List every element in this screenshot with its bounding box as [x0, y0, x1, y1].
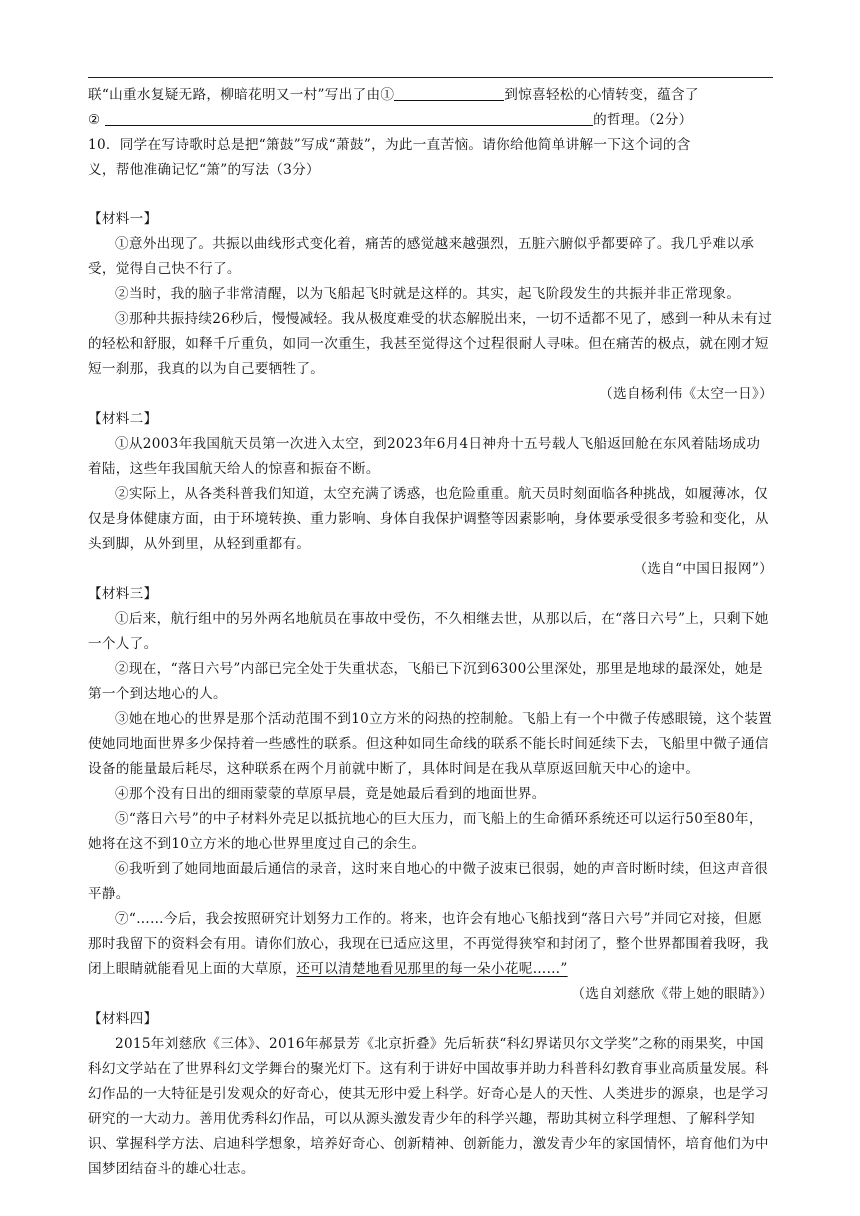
q9-line-1	[88, 83, 773, 108]
question-10	[88, 133, 773, 183]
material-1	[88, 207, 773, 407]
material-3	[88, 582, 773, 1007]
answer-blank-2[interactable]	[105, 110, 593, 126]
material-3-paragraph-5: ⑤“落日六号”的中子材料外壳足以抵抗地心的巨大压力，而飞船上的生命循环系统还可以运行50至80年，她将在这不到10立方米的地心世界里度过自己的余生。	[88, 811, 763, 852]
answer-blank-1[interactable]	[394, 85, 504, 101]
material-1-heading: 【材料一】	[88, 211, 158, 227]
material-4-heading: 【材料四】	[88, 1011, 158, 1027]
material-1-paragraph-3: ③那种共振持续26秒后，慢慢减轻。我从极度难受的状态解脱出来，一切不适都不见了，感到一种从未有过的轻松和舒服，如释千斤重负，如同一次重生，我甚至觉得这个过程很耐人寻味。但在痛苦的极点，就在刚才短短一刹那，我真的以为自己要牺牲了。	[88, 311, 773, 377]
material-1-paragraph-1: ①意外出现了。共振以曲线形式变化着，痛苦的感觉越来越强烈，五脏六腑似乎都要碎了。我几乎难以承受，觉得自己快不行了。	[88, 236, 755, 277]
material-1-source: （选自杨利伟《太空一日》）	[599, 386, 773, 402]
material-2	[88, 407, 773, 582]
material-3-heading: 【材料三】	[88, 586, 158, 602]
q9-text-2: 到惊喜轻松的心情转变，蕴含了	[504, 87, 699, 103]
material-2-paragraph-2: ②实际上，从各类科普我们知道，太空充满了诱惑，也危险重重。航天员时刻面临各种挑战，如履薄冰，仅仅是身体健康方面，由于环境转换、重力影响、身体自我保护调整等因素影响，身体要承受很多考验和变化，从头到脚，从外到里，从轻到重都有。	[88, 486, 769, 552]
q9-line-2	[88, 108, 773, 133]
q10-line-2: 义，帮他准确记忆“箫”的写法（3分）	[88, 162, 320, 178]
material-2-paragraph-1: ①从2003年我国航天员第一次进入太空，到2023年6月4日神舟十五号载人飞船返回舱在东风着陆场成功着陆，这些年我国航天给人的惊喜和振奋不断。	[88, 436, 761, 477]
material-4-paragraph-1: 2015年刘慈欣《三体》、2016年郝景芳《北京折叠》先后斩获“科幻界诺贝尔文学奖”之称的雨果奖，中国科幻文学站在了世界科幻文学舞台的聚光灯下。这有利于讲好中国故事并助力科普科幻教育事业高质量发展。科幻作品的一大特征是引发观众的好奇心，使其无形中爱上科学。好奇心是人的天性、人类进步的源泉，也是学习研究的一大动力。善用优秀科幻作品，可以从源头激发青少年的科学兴趣，帮助其树立科学理想、了解科学知识、掌握科学方法、启迪科学想象，培养好奇心、创新精神、创新能力，激发青少年的家国情怀，培育他们为中国梦团结奋斗的雄心壮志。	[88, 1036, 769, 1177]
material-3-paragraph-6: ⑥我听到了她同地面最后通信的录音，这时来自地心的中微子波束已很弱，她的声音时断时续，但这声音很平静。	[88, 861, 769, 902]
question-9-fragment	[88, 83, 773, 133]
material-3-paragraph-1: ①后来，航行组中的另外两名地航员在事故中受伤，不久相继去世，从那以后，在“落日六号”上，只剩下她一个人了。	[88, 611, 769, 652]
header-rule	[88, 77, 773, 78]
underlined-sentence: 还可以清楚地看见那里的每一朵小花呢……”	[296, 961, 568, 977]
material-3-paragraph-7	[88, 907, 773, 982]
material-4	[88, 1007, 773, 1182]
answer-space	[88, 183, 773, 203]
material-3-paragraph-2: ②现在，“落日六号”内部已完全处于失重状态，飞船已下沉到6300公里深处，那里是地球的最深处，她是第一个到达地心的人。	[88, 661, 763, 702]
q9-text-3: 的哲理。（2分）	[593, 112, 693, 128]
q10-line-1: 10．同学在写诗歌时总是把“箫鼓”写成“萧鼓”，为此一直苦恼。请你给他简单讲解一下这个词的含	[88, 137, 691, 153]
material-3-source: （选自刘慈欣《带上她的眼睛》）	[571, 986, 773, 1002]
material-3-p7-text: ⑦“……今后，我会按照研究计划努力工作的。将来，也许会有地心飞船找到“落日六号”并同它对接，但愿那时我留下的资料会有用。请你们放心，我现在已适应这里，不再觉得狭窄和封闭了，整个世界都围着我呀，我闭上眼睛就能看见上面的大草原，	[88, 911, 769, 977]
q9-text-1: 联“山重水复疑无路，柳暗花明又一村”写出了由①	[88, 87, 395, 103]
material-3-paragraph-4: ④那个没有日出的细雨蒙蒙的草原早晨，竟是她最后看到的地面世界。	[115, 786, 546, 802]
material-2-source: （选自“中国日报网”）	[633, 561, 773, 577]
material-2-heading: 【材料二】	[88, 411, 158, 427]
exam-page	[88, 83, 773, 1182]
q9-circle-2: ②	[88, 112, 101, 128]
material-3-paragraph-3: ③她在地心的世界是那个活动范围不到10立方米的闷热的控制舱。飞船上有一个中微子传感眼镜，这个装置使她同地面世界多少保持着一些感性的联系。但这种如同生命线的联系不能长时间延续下去，飞船里中微子通信设备的能量最后耗尽，这种联系在两个月前就中断了，具体时间是在我从草原返回航天中心的途中。	[88, 711, 773, 777]
material-1-paragraph-2: ②当时，我的脑子非常清醒，以为飞船起飞时就是这样的。其实，起飞阶段发生的共振并非正常现象。	[115, 286, 741, 302]
